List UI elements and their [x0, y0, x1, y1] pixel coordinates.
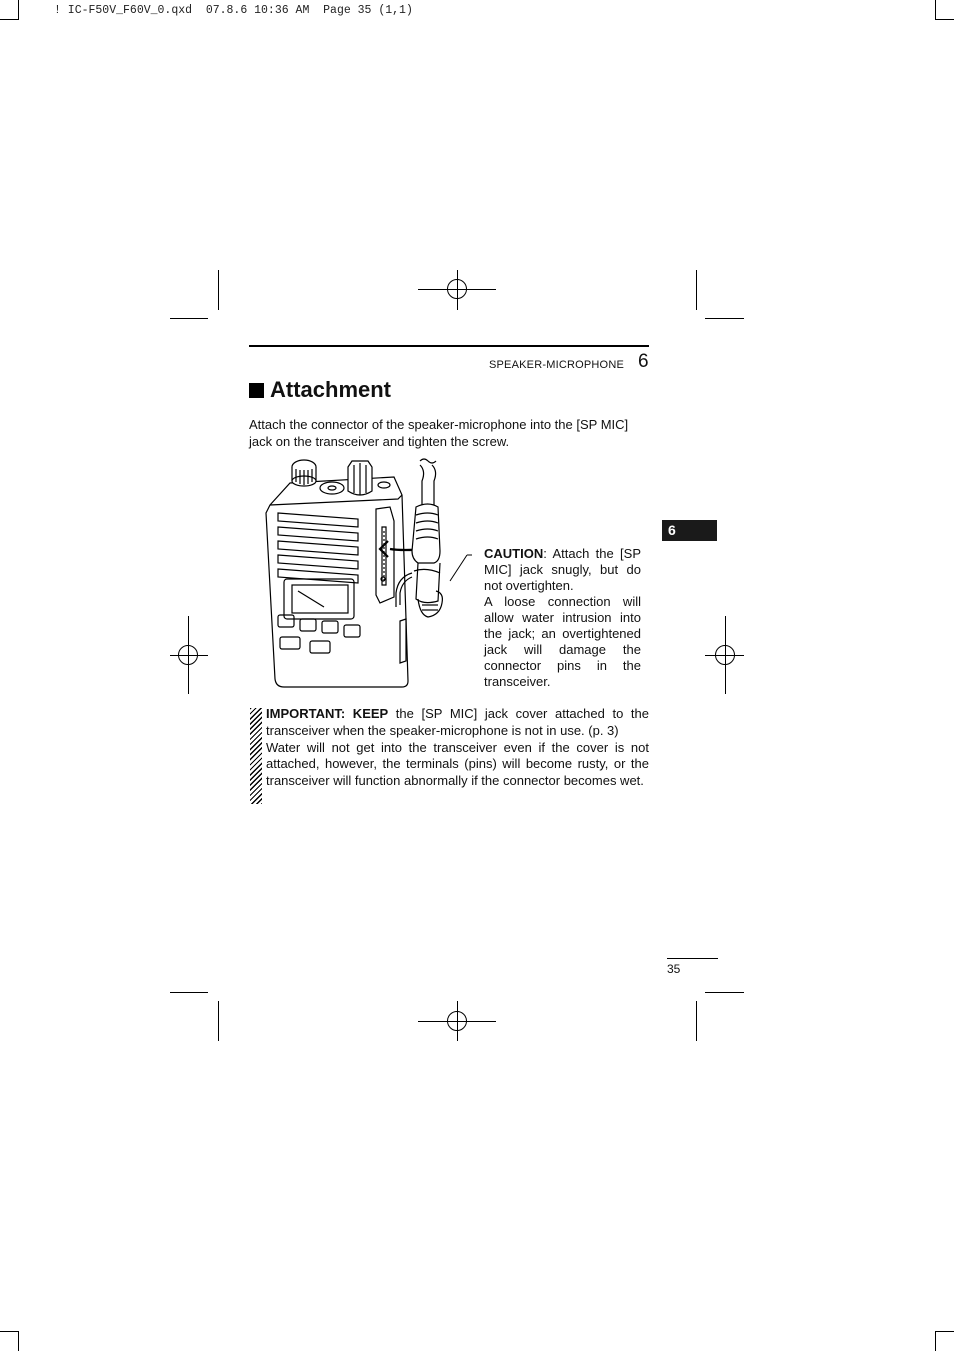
caution-label: CAUTION	[484, 546, 544, 561]
caution-text: : Attach the [SP MIC] jack snugly, but do not overtighten.	[484, 546, 641, 593]
caution-detail: A loose connection will allow water intrusion into the jack; an overtightened jack will damage the connector pins in the transceiver.	[484, 594, 641, 689]
chapter-tab-number: 6	[668, 522, 676, 538]
chapter-tab	[662, 520, 717, 541]
important-hatch-marker	[250, 708, 262, 804]
important-detail: Water will not get into the transceiver even if the cover is not attached, however, the terminals (pins) will become rusty, or the transceiver will function abnormally if the connector becomes wet.	[266, 739, 649, 789]
section-label: SPEAKER-MICROPHONE	[488, 359, 624, 371]
page-title	[249, 377, 391, 403]
intro-paragraph: Attach the connector of the speaker-microphone into the [SP MIC] jack on the transceiver and tighten the screw.	[249, 417, 629, 449]
page-number-rule	[667, 958, 718, 959]
caution-note	[484, 546, 641, 690]
important-label: IMPORTANT: KEEP	[266, 706, 389, 721]
important-text: the [SP MIC] jack cover attached to the transceiver when the speaker-microphone is not in use. (p. 3)	[266, 706, 649, 738]
title-square-icon	[249, 383, 264, 398]
page-number: 35	[667, 962, 681, 976]
section-number: 6	[638, 351, 649, 372]
header-rule	[249, 345, 649, 347]
transceiver-illustration	[262, 455, 472, 693]
page-title-text: Attachment	[270, 377, 392, 402]
important-note	[266, 706, 649, 790]
print-slug: ! IC-F50V_F60V_0.qxd 07.8.6 10:36 AM Page 35 (1,1)	[54, 4, 413, 17]
